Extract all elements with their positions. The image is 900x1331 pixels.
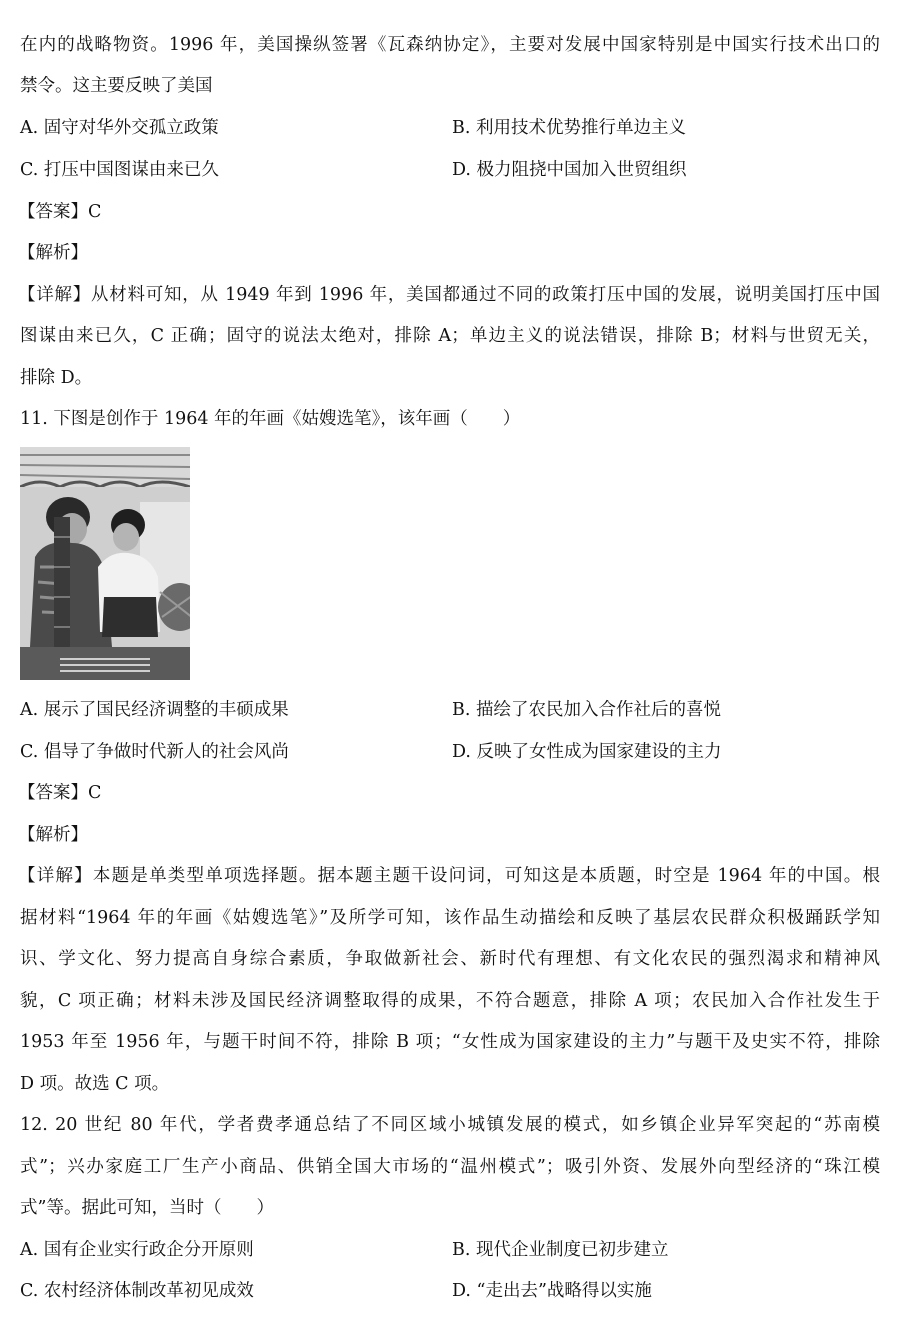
q11-detail-line-1: 【详解】本题是单类型单项选择题。据本题主题干设问词，可知这是本质题，时空是 1964 年的中国。根	[18, 866, 880, 886]
q10-stem-line-2: 禁令。这主要反映了美国	[20, 76, 213, 96]
q12-option-d: D. “走出去”战略得以实施	[452, 1281, 652, 1301]
q12-stem-line-2: 式”；兴办家庭工厂生产小商品、供销全国大市场的“温州模式”；吸引外资、发展外向型经济的“珠江模	[20, 1157, 880, 1177]
q12-option-b: B. 现代企业制度已初步建立	[452, 1240, 669, 1260]
q11-stem: 11. 下图是创作于 1964 年的年画《姑嫂选笔》，该年画（ ）	[20, 409, 521, 429]
q11-option-a: A. 展示了国民经济调整的丰硕成果	[20, 700, 289, 720]
q10-answer: 【答案】C	[18, 202, 102, 222]
q12-stem-line-3: 式”等。据此可知，当时（ ）	[20, 1198, 274, 1218]
q12-option-c: C. 农村经济体制改革初见成效	[20, 1281, 254, 1301]
q10-detail-line-2: 图谋由来已久，C 正确；固守的说法太绝对，排除 A；单边主义的说法错误，排除 B；材料与世贸无关，	[20, 326, 880, 346]
q11-detail-line-3: 识、学文化、努力提高自身综合素质，争取做新社会、新时代有理想、有文化农民的强烈渴求和精神风	[20, 949, 880, 969]
q10-detail-line-3: 排除 D。	[20, 368, 93, 388]
q11-option-c: C. 倡导了争做时代新人的社会风尚	[20, 742, 289, 762]
q10-option-b: B. 利用技术优势推行单边主义	[452, 118, 686, 138]
q10-option-d: D. 极力阻挠中国加入世贸组织	[452, 160, 687, 180]
q12-option-a: A. 国有企业实行政企分开原则	[20, 1240, 254, 1260]
q10-option-a: A. 固守对华外交孤立政策	[20, 118, 219, 138]
q11-answer: 【答案】C	[18, 783, 102, 803]
q11-detail-line-4: 貌，C 项正确；材料未涉及国民经济调整取得的成果，不符合题意，排除 A 项；农民加入合作社发生于	[20, 991, 880, 1011]
q11-detail-line-6: D 项。故选 C 项。	[20, 1074, 170, 1094]
new-year-painting-image	[20, 447, 190, 680]
q11-analysis-label: 【解析】	[18, 825, 88, 845]
q10-analysis-label: 【解析】	[18, 243, 88, 263]
painting-illustration	[20, 447, 190, 680]
q10-option-c: C. 打压中国图谋由来已久	[20, 160, 219, 180]
q11-option-b: B. 描绘了农民加入合作社后的喜悦	[452, 700, 721, 720]
q10-stem-line-1: 在内的战略物资。1996 年，美国操纵签署《瓦森纳协定》，主要对发展中国家特别是中国实行技术出口的	[20, 35, 880, 55]
q12-stem-line-1: 12. 20 世纪 80 年代，学者费孝通总结了不同区域小城镇发展的模式，如乡镇企业异军突起的“苏南模	[20, 1115, 880, 1135]
q11-option-d: D. 反映了女性成为国家建设的主力	[452, 742, 722, 762]
q10-detail-line-1: 【详解】从材料可知，从 1949 年到 1996 年，美国都通过不同的政策打压中国的发展，说明美国打压中国	[18, 285, 880, 305]
q11-detail-line-5: 1953 年至 1956 年，与题干时间不符，排除 B 项；“女性成为国家建设的主力”与题干及史实不符，排除	[20, 1032, 880, 1052]
q11-detail-line-2: 据材料“1964 年的年画《姑嫂选笔》”及所学可知，该作品生动描绘和反映了基层农民群众积极踊跃学知	[20, 908, 880, 928]
